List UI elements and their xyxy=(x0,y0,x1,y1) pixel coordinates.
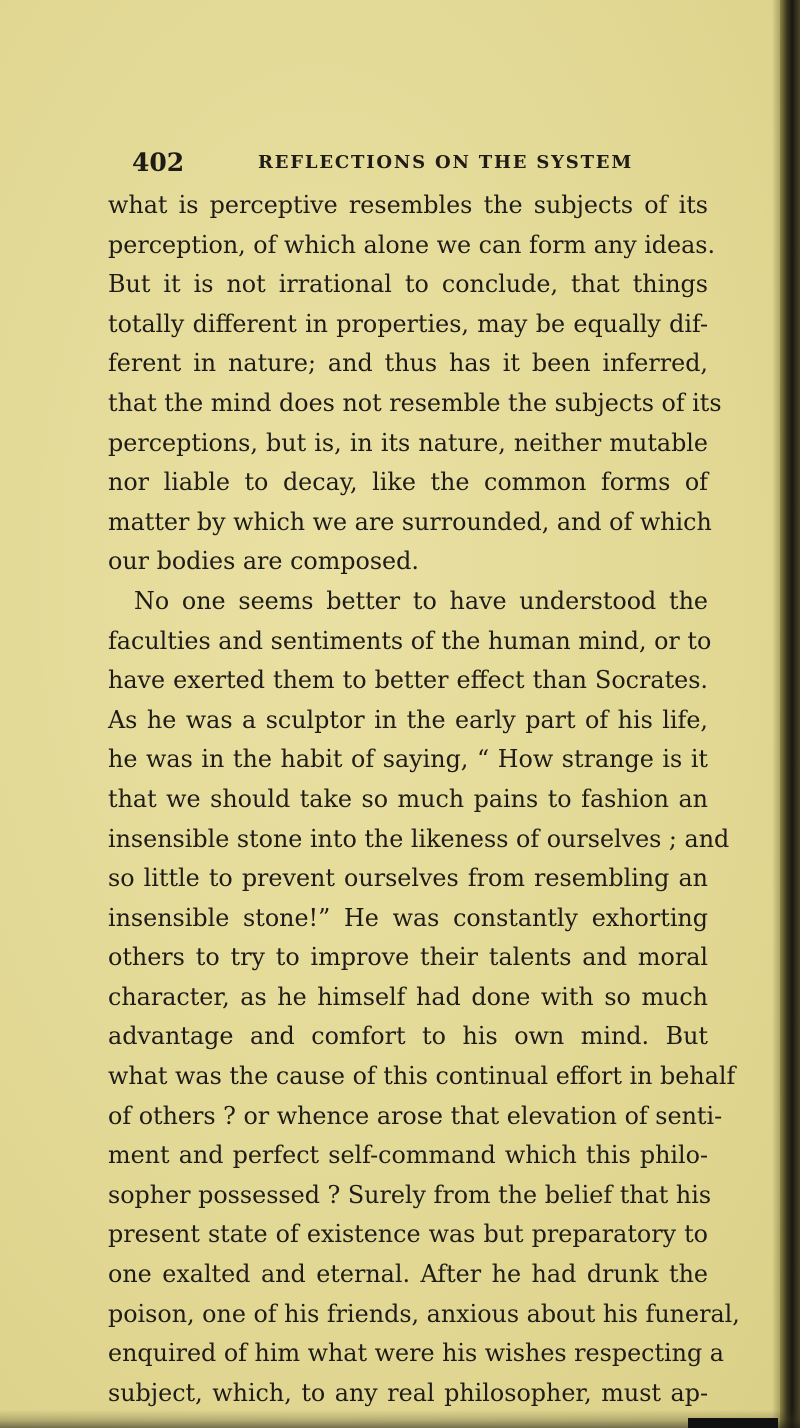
text-line: No one seems better to have understood the xyxy=(134,586,708,615)
text-line: poison, one of his friends, anxious about his funeral, xyxy=(108,1299,740,1328)
page-corner-shadow xyxy=(688,1418,778,1428)
text-line: sopher possessed ? Surely from the belief that his xyxy=(108,1180,712,1209)
page-gutter-shadow xyxy=(772,0,780,1428)
text-line: insensible stone into the likeness of ourselves ; and xyxy=(108,824,730,853)
page-header xyxy=(132,148,692,178)
text-line: insensible stone!” He was constantly exhorting xyxy=(108,903,708,932)
text-line: subject, which, to any real philosopher, must ap- xyxy=(108,1378,708,1407)
body-text xyxy=(108,186,740,1413)
text-line: enquired of him what were his wishes respecting a xyxy=(108,1339,724,1368)
text-line: what is perceptive resembles the subjects of its xyxy=(108,191,708,219)
text-line: others to try to improve their talents and moral xyxy=(108,943,708,972)
text-line: advantage and comfort to his own mind. But xyxy=(108,1022,708,1051)
text-line: he was in the habit of saying, “ How strange is it xyxy=(108,745,708,774)
text-line: one exalted and eternal. After he had drunk the xyxy=(108,1260,708,1289)
page-bottom-edge xyxy=(0,1410,800,1428)
text-line: so little to prevent ourselves from resembling an xyxy=(108,864,708,893)
text-line: ment and perfect self-command which this philo- xyxy=(108,1141,708,1170)
book-spine-edge xyxy=(780,0,800,1428)
text-line: perceptions, but is, in its nature, neither mutable xyxy=(108,428,708,457)
text-line: present state of existence was but preparatory to xyxy=(108,1220,708,1249)
page-number: 402 xyxy=(132,148,185,177)
text-line: As he was a sculptor in the early part of his life, xyxy=(108,705,708,734)
text-line: totally different in properties, may be equally dif- xyxy=(108,309,708,338)
text-line: matter by which we are surrounded, and of which xyxy=(108,507,712,536)
running-head: REFLECTIONS ON THE SYSTEM xyxy=(258,152,634,173)
text-line: faculties and sentiments of the human mind, or to xyxy=(108,626,712,655)
text-line: nor liable to decay, like the common forms of xyxy=(108,468,708,497)
text-line: perception, of which alone we can form any ideas. xyxy=(108,230,716,259)
text-line: what was the cause of this continual effort in behalf xyxy=(108,1062,736,1091)
text-line: our bodies are composed. xyxy=(108,547,419,576)
text-line: ferent in nature; and thus has it been inferred, xyxy=(108,349,708,378)
text-line: have exerted them to better effect than Socrates. xyxy=(108,666,708,695)
text-line: that the mind does not resemble the subjects of its xyxy=(108,388,722,417)
text-line: that we should take so much pains to fashion an xyxy=(108,784,708,813)
text-line: character, as he himself had done with so much xyxy=(108,982,708,1011)
text-line: of others ? or whence arose that elevation of senti- xyxy=(108,1101,723,1130)
text-line: But it is not irrational to conclude, that things xyxy=(108,270,708,299)
